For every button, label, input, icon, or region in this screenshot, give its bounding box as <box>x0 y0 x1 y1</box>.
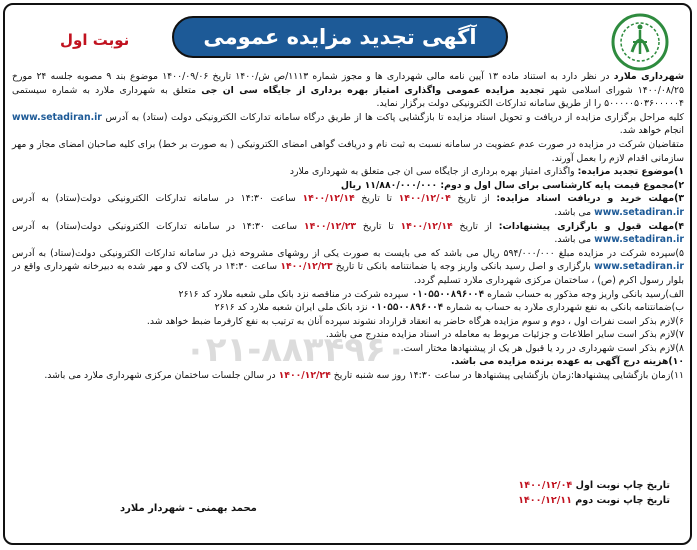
account-number: ۰۱۰۵۵۰۰۸۹۶۰۰۴ <box>370 302 444 314</box>
item-3-text-b: تا تاریخ <box>354 193 399 205</box>
item-4-text: از تاریخ <box>452 220 499 232</box>
procedure-text-end: انجام خواهد شد. <box>619 125 684 137</box>
item-5-date: ۱۴۰۰/۱۲/۲۳ <box>280 261 333 273</box>
item-5-alef-text-b: سپرده شرکت در مناقصه نزد بانک ملی شعبه ملارد کد ۲۶۱۶ <box>178 288 412 300</box>
procedure-paragraph <box>12 111 684 138</box>
item-11-date: ۱۴۰۰/۱۲/۲۴ <box>278 370 331 382</box>
item-4-label: ۴)مهلت قبول و بارگزاری پیشنهادات: <box>498 220 685 232</box>
item-3-text-c: ساعت ۱۴:۳۰ در سامانه تدارکات الکترونیکی دولت(ستاد) به آدرس <box>12 193 303 205</box>
setad-link[interactable]: www.setadiran.ir <box>594 234 684 246</box>
item-11-text: ۱۱)زمان بازگشایی پیشنهادها:زمان بازگشایی پیشنهادها در ساعت ۱۴:۳۰ روز سه شنبه تاریخ <box>330 370 684 382</box>
auction-subject: تجدید مزایده عمومی واگذاری امتیاز بهره برداری از جایگاه سی ان جی <box>201 84 545 96</box>
item-5-be <box>12 301 684 315</box>
account-number: ۰۱۰۵۵۰۰۸۹۶۰۰۴ <box>411 288 485 300</box>
item-2-text: ۱۱/۸۸۰/۰۰۰/۰۰۰ ریال <box>340 179 441 191</box>
intro-text: در نظر دارد به استناد ماده ۱۳ آیین نامه مالی شهرداری ها و مجوز شماره ۱۱۱۳/ص ش/۱۴۰۰ تاریخ ۱۴۰۰/۰۹/۰۶ موضوع بند ۹ مصوبه جلسه ۲۴ مورخ ۱۴۰۰/۰۸/۲۵ شورای اسلامی شهر <box>12 71 684 96</box>
item-11 <box>12 369 684 383</box>
print-date-second-value: ۱۴۰۰/۱۲/۱۱ <box>518 495 572 506</box>
item-8: ۸)لازم بذکر است شهرداری در رد یا قبول هر یک از پیشنهادها مختار است. <box>400 342 684 354</box>
item-5-text-b: بارگزاری و اصل رسید بانکی واریز وجه یا ضمانتنامه بانکی تا تاریخ <box>332 261 595 273</box>
municipality-name: شهرداری ملارد <box>613 71 684 82</box>
malard-municipality-emblem-icon <box>610 12 670 72</box>
registration-paragraph: متقاضیان شرکت در مزایده در صورت عدم عضویت در سامانه نسبت به ثبت نام و دریافت گواهی امضای الکترونیکی ( به صورت بر خط) برای کلیه صاحبان امضای مجاز و مهر سازمانی اقدام لازم را بعمل آورند. <box>12 138 684 164</box>
phone-watermark: ۰۲۱-۸۸۳۴۹۶۰ <box>185 330 407 370</box>
item-3-date-end: ۱۴۰۰/۱۲/۱۴ <box>302 193 355 205</box>
item-1-label: ۱)موضوع تجدید مزایده: <box>577 166 684 178</box>
print-date-first-label: تاریخ چاپ نوبت اول <box>572 480 670 491</box>
item-3-text: از تاریخ <box>450 193 497 205</box>
setad-link[interactable]: www.setadiran.ir <box>594 206 684 218</box>
item-1 <box>12 165 684 179</box>
page-title: آگهی تجدید مزایده عمومی <box>203 25 477 49</box>
intro-text-end: متعلق به شهرداری ملارد به شماره سیستمی ۵۰۰۰۰۰۵۰۳۶۰۰۰۰۰۴ را از طریق سامانه تدارکات الکترونیکی دولت برگزار نماید. <box>12 84 684 110</box>
item-7: ۷)لازم بذکر است سایر اطلاعات و جزئیات مربوط به معامله در اسناد مزایده مندرج می باشد. <box>325 329 684 341</box>
print-dates <box>500 478 670 508</box>
item-6: ۶)لازم بذکر است نفرات اول ، دوم و سوم مزایده هرگاه حاضر به انعقاد قرارداد نشوند سپرده آنان به ترتیب به نفع کارفرما ضبط خواهد شد. <box>146 315 684 327</box>
item-4-text-e: می باشد. <box>554 234 595 246</box>
item-2 <box>12 179 684 193</box>
round-label: نوبت اول <box>60 31 130 49</box>
item-4-text-b: تا تاریخ <box>356 220 401 232</box>
item-5-be-text-b: نزد بانک ملی ایران شعبه ملارد کد ۲۶۱۶ <box>214 302 371 314</box>
item-1-text: واگذاری امتیاز بهره برداری از جایگاه سی ان جی متعلق به شهرداری ملارد <box>289 166 578 178</box>
item-2-label: ۲)مجموع قیمت پایه کارشناسی برای سال اول و دوم: <box>440 179 684 191</box>
print-date-first-value: ۱۴۰۰/۱۲/۰۴ <box>518 480 573 491</box>
item-4-date-start: ۱۴۰۰/۱۲/۱۴ <box>400 220 453 232</box>
item-5-alef <box>12 288 684 302</box>
item-5-alef-text: الف)رسید بانکی واریز وجه مذکور به حساب شماره <box>484 288 684 300</box>
setad-link[interactable]: www.setadiran.ir <box>594 261 684 273</box>
item-4 <box>12 220 684 247</box>
item-3-date-start: ۱۴۰۰/۱۲/۰۴ <box>398 193 451 205</box>
print-date-first <box>500 478 670 493</box>
item-3 <box>12 192 684 219</box>
intro-paragraph <box>12 70 684 111</box>
print-date-second-label: تاریخ چاپ نوبت دوم <box>571 495 670 506</box>
procedure-text: کلیه مراحل برگزاری مزایده از دریافت و تحویل اسناد مزایده تا بازگشایی پاکت ها از طریق درگاه سامانه تدارکات الکترونیکی دولت (ستاد) به آدرس <box>101 111 684 123</box>
item-11-text-b: در سالن جلسات ساختمان مرکزی شهرداری ملارد می باشد. <box>44 370 279 382</box>
item-5 <box>12 247 684 288</box>
announcement-body <box>12 70 684 383</box>
item-5-text: ۵)سپرده شرکت در مزایده مبلغ ۵۹۴/۰۰۰/۰۰۰ ریال می باشد که می بایست به صورت یکی از روشهای مشروحه ذیل در سامانه تدارکات الکترونیکی دولت(ستاد) به آدرس <box>12 247 684 259</box>
mayor-signature: محمد بهمنی - شهردار ملارد <box>120 503 257 514</box>
item-4-date-end: ۱۴۰۰/۱۲/۲۳ <box>303 220 357 232</box>
title-banner <box>172 16 508 58</box>
item-5-be-text: ب)ضمانتنامه بانکی به نفع شهرداری ملارد به حساب به شماره <box>443 302 684 314</box>
item-4-text-c: ساعت ۱۴:۳۰ در سامانه تدارکات الکترونیکی دولت(ستاد) به آدرس <box>12 220 304 232</box>
print-date-second <box>500 493 670 508</box>
item-3-label: ۳)مهلت خرید و دریافت اسناد مزایده: <box>496 193 685 205</box>
item-3-text-e: می باشد. <box>554 206 595 218</box>
item-5-text-c: ساعت ۱۴:۳۰ در پاکت لاک و مهر شده به دبیرخانه شهرداری واقع در بلوار رسول اکرم (ص) ، ساختمان مرکزی شهرداری ملارد تسلیم گردد. <box>12 261 684 286</box>
item-10: ۱۰)هزینه درج آگهی به عهده برنده مزایده می باشد. <box>451 356 684 368</box>
setad-link[interactable]: www.setadiran.ir <box>12 111 102 123</box>
